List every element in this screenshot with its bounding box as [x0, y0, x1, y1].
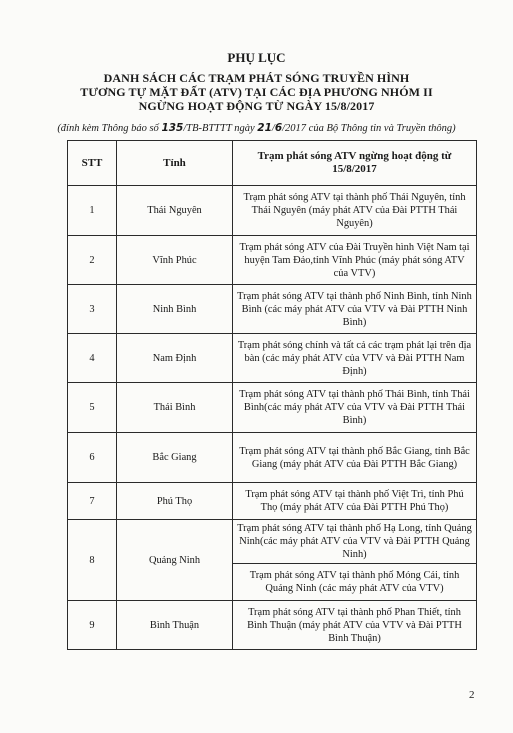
heading-line-2: TƯƠNG TỰ MẶT ĐẤT (ATV) TẠI CÁC ĐỊA PHƯƠNG NHÓM II — [80, 85, 433, 99]
stt-cell: 7 — [68, 483, 117, 520]
station-cell: Trạm phát sóng ATV tại thành phố Bắc Giang, tỉnh Bắc Giang (máy phát ATV của Đài PTTH Bắc Giang) — [233, 433, 477, 483]
note-middle: /TB-BTTTT ngày — [183, 123, 258, 134]
stt-cell: 2 — [68, 236, 117, 285]
province-cell: Quảng Ninh — [117, 520, 233, 601]
table-row — [68, 483, 477, 520]
province-cell: Bắc Giang — [117, 433, 233, 483]
heading-line-3: NGỪNG HOẠT ĐỘNG TỪ NGÀY 15/8/2017 — [138, 99, 375, 113]
heading-line-1: DANH SÁCH CÁC TRẠM PHÁT SÓNG TRUYỀN HÌNH — [103, 71, 410, 85]
table-row — [68, 520, 477, 564]
table-body — [68, 186, 477, 650]
province-cell: Thái Bình — [117, 383, 233, 433]
title-block — [0, 50, 513, 113]
handwritten-notice-number: 135 — [161, 122, 184, 134]
station-cell: Trạm phát sóng ATV tại thành phố Thái Bình, tỉnh Thái Bình(các máy phát ATV của VTV và Đài PTTH Thái Bình) — [233, 383, 477, 433]
province-cell: Phú Thọ — [117, 483, 233, 520]
station-cell: Trạm phát sóng ATV tại thành phố Móng Cái, tỉnh Quảng Ninh (các máy phát ATV của VTV) — [233, 564, 477, 601]
table-row — [68, 285, 477, 334]
station-cell: Trạm phát sóng ATV tại thành phố Ninh Bình, tỉnh Ninh Bình (các máy phát ATV của VTV và Đài PTTH Ninh Bình) — [233, 285, 477, 334]
header-stt: STT — [68, 141, 117, 186]
station-cell: Trạm phát sóng ATV tại thành phố Hạ Long, tỉnh Quảng Ninh(các máy phát ATV của VTV và Đài PTTH Quảng Ninh) — [233, 520, 477, 564]
stt-cell: 6 — [68, 433, 117, 483]
table-row — [68, 186, 477, 236]
stt-cell: 5 — [68, 383, 117, 433]
table-row — [68, 601, 477, 650]
station-cell: Trạm phát sóng ATV của Đài Truyền hình Việt Nam tại huyện Tam Đảo,tỉnh Vĩnh Phúc (máy phát sóng ATV của VTV) — [233, 236, 477, 285]
table-row — [68, 334, 477, 383]
handwritten-month: 6 — [274, 122, 283, 134]
header-province: Tỉnh — [117, 141, 233, 186]
table-row — [68, 236, 477, 285]
table-row — [68, 383, 477, 433]
attachment-note — [0, 122, 513, 134]
appendix-label: PHỤ LỤC — [227, 50, 286, 65]
station-cell: Trạm phát sóng ATV tại thành phố Thái Nguyên, tỉnh Thái Nguyên (máy phát ATV của Đài PTTH Thái Nguyên) — [233, 186, 477, 236]
province-cell: Thái Nguyên — [117, 186, 233, 236]
note-prefix: (đính kèm Thông báo số — [57, 123, 162, 134]
stt-cell: 9 — [68, 601, 117, 650]
province-cell: Bình Thuận — [117, 601, 233, 650]
note-suffix: /2017 của Bộ Thông tin và Truyền thông) — [282, 123, 456, 134]
stt-cell: 1 — [68, 186, 117, 236]
handwritten-day: 21 — [257, 122, 272, 134]
station-cell: Trạm phát sóng chính và tất cả các trạm phát lại trên địa bàn (các máy phát ATV của VTV và Đài PTTH Nam Định) — [233, 334, 477, 383]
table-row — [68, 433, 477, 483]
stt-cell: 8 — [68, 520, 117, 601]
page-number: 2 — [469, 689, 475, 701]
stt-cell: 3 — [68, 285, 117, 334]
station-table — [67, 140, 477, 650]
header-stations: Trạm phát sóng ATV ngừng hoạt động từ 15/8/2017 — [233, 141, 477, 186]
station-cell: Trạm phát sóng ATV tại thành phố Phan Thiết, tỉnh Bình Thuận (máy phát ATV của VTV và Đài PTTH Bình Thuận) — [233, 601, 477, 650]
province-cell: Ninh Bình — [117, 285, 233, 334]
table-header-row — [68, 141, 477, 186]
note-separator: / — [271, 123, 275, 134]
province-cell: Vĩnh Phúc — [117, 236, 233, 285]
stt-cell: 4 — [68, 334, 117, 383]
station-cell: Trạm phát sóng ATV tại thành phố Việt Trì, tỉnh Phú Thọ (máy phát ATV của Đài PTTH Phú Thọ) — [233, 483, 477, 520]
province-cell: Nam Định — [117, 334, 233, 383]
